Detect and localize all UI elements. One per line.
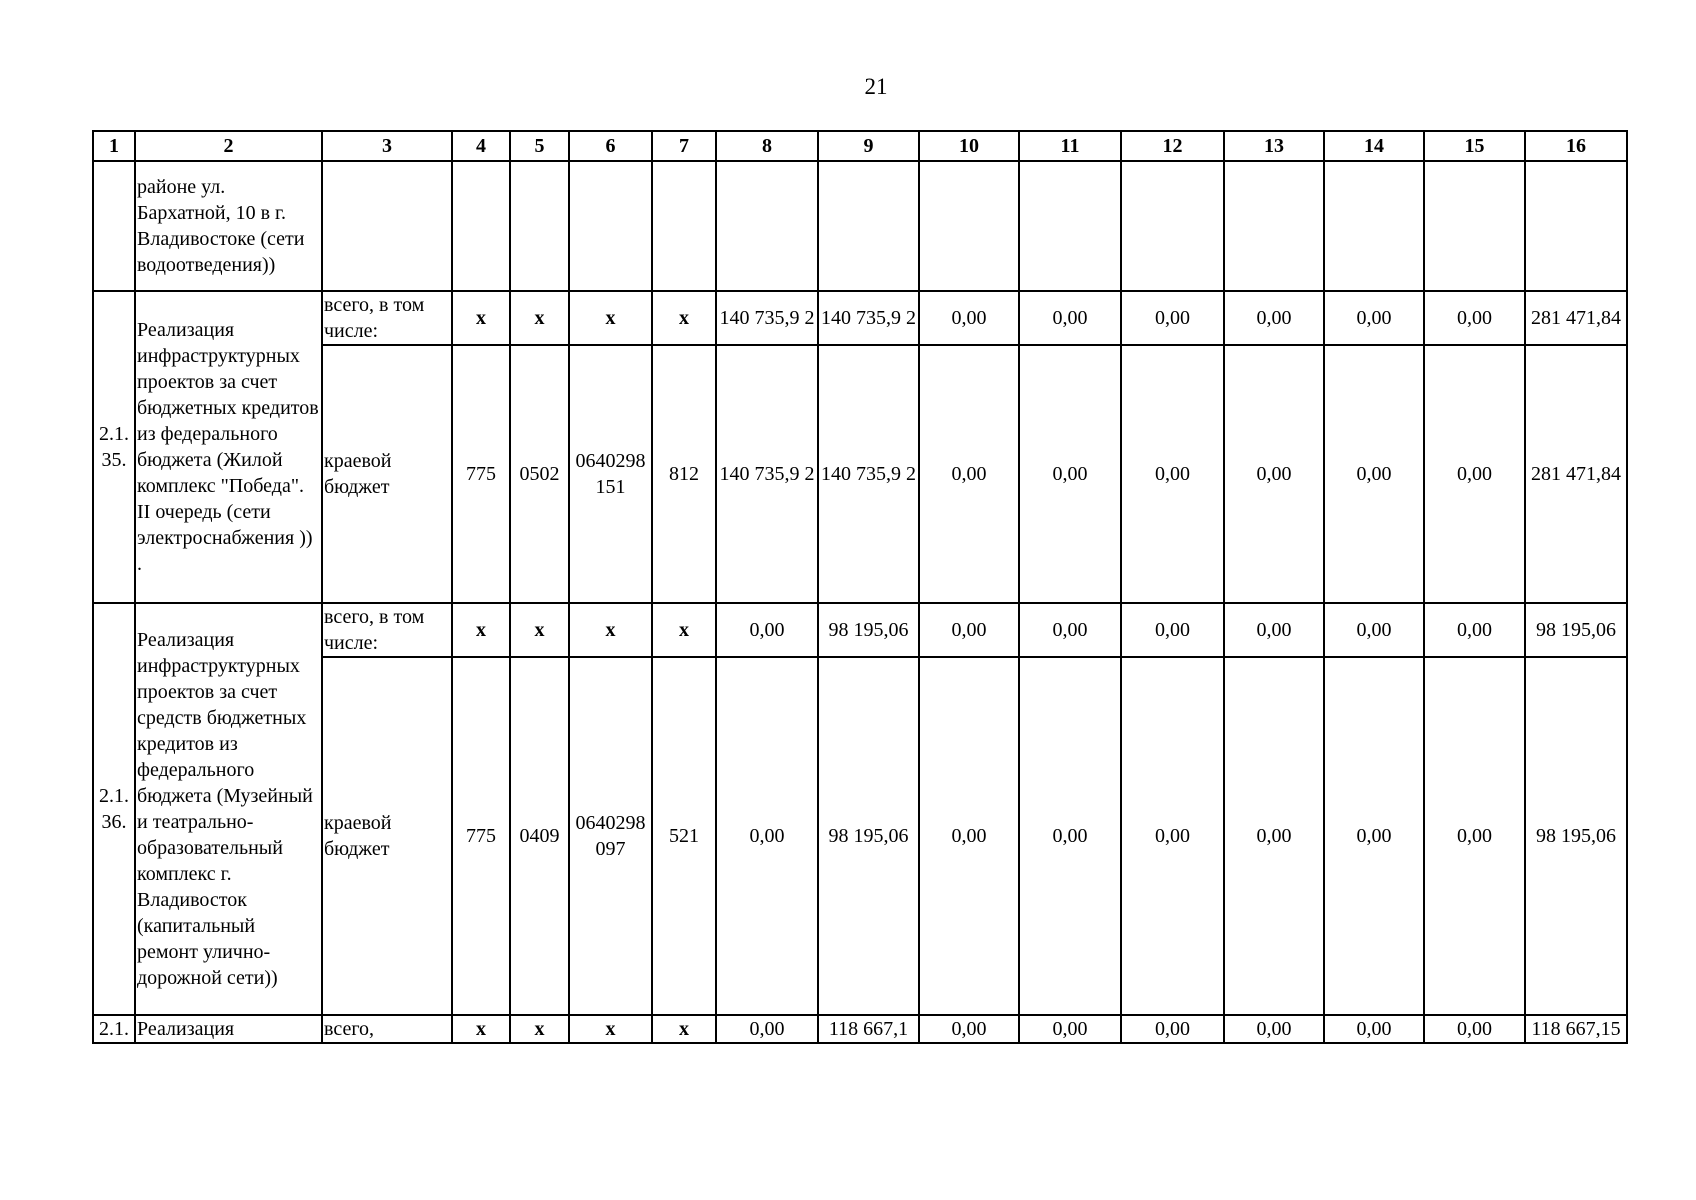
- table-header-row: [93, 131, 1627, 161]
- cell-empty: [322, 161, 452, 291]
- cell-c11: 0,00: [1019, 291, 1121, 345]
- cell-c9: 140 735,9 2: [818, 345, 919, 603]
- funding-source: всего,: [322, 1015, 452, 1043]
- table-row-item36-total: [93, 603, 1627, 657]
- cell-c10: 0,00: [919, 1015, 1019, 1043]
- cell-c15: 0,00: [1424, 657, 1525, 1015]
- cell-empty: [510, 161, 569, 291]
- cell-c5: x: [510, 291, 569, 345]
- cell-c11: 0,00: [1019, 657, 1121, 1015]
- cell-c4: x: [452, 291, 510, 345]
- cell-c10: 0,00: [919, 657, 1019, 1015]
- item-name-continuation: районе ул. Бархатной, 10 в г. Владивостоке (сети водоотведения)): [135, 161, 322, 291]
- cell-c5: 0409: [510, 657, 569, 1015]
- cell-c16: 281 471,84: [1525, 345, 1627, 603]
- cell-c14: 0,00: [1324, 345, 1424, 603]
- item-number: 2.1. 35.: [93, 291, 135, 603]
- cell-c14: 0,00: [1324, 603, 1424, 657]
- cell-empty: [569, 161, 652, 291]
- header-cell: 16: [1525, 131, 1627, 161]
- funding-source: краевой бюджет: [322, 657, 452, 1015]
- cell-empty: [1121, 161, 1224, 291]
- header-cell: 9: [818, 131, 919, 161]
- cell-c9: 98 195,06: [818, 603, 919, 657]
- cell-c11: 0,00: [1019, 603, 1121, 657]
- header-cell: 14: [1324, 131, 1424, 161]
- cell-c6: x: [569, 603, 652, 657]
- cell-empty: [919, 161, 1019, 291]
- cell-c4: 775: [452, 657, 510, 1015]
- cell-c12: 0,00: [1121, 1015, 1224, 1043]
- cell-c8: 140 735,9 2: [716, 345, 818, 603]
- cell-empty: [1424, 161, 1525, 291]
- item-name: Реализация: [135, 1015, 322, 1043]
- cell-c14: 0,00: [1324, 1015, 1424, 1043]
- cell-empty: [1525, 161, 1627, 291]
- cell-c12: 0,00: [1121, 603, 1224, 657]
- funding-source: всего, в том числе:: [322, 291, 452, 345]
- cell-c8: 0,00: [716, 603, 818, 657]
- header-cell: 12: [1121, 131, 1224, 161]
- table-row-item36-regional: [93, 657, 1627, 1015]
- cell-c16: 281 471,84: [1525, 291, 1627, 345]
- cell-c8: 0,00: [716, 1015, 818, 1043]
- header-cell: 15: [1424, 131, 1525, 161]
- cell-empty: [452, 161, 510, 291]
- cell-c13: 0,00: [1224, 291, 1324, 345]
- cell-c9: 118 667,1: [818, 1015, 919, 1043]
- cell-c7: x: [652, 291, 716, 345]
- cell-c6: x: [569, 1015, 652, 1043]
- header-cell: 3: [322, 131, 452, 161]
- cell-c10: 0,00: [919, 291, 1019, 345]
- cell-c11: 0,00: [1019, 345, 1121, 603]
- cell-c16: 118 667,15: [1525, 1015, 1627, 1043]
- cell-empty: [93, 161, 135, 291]
- cell-c13: 0,00: [1224, 603, 1324, 657]
- header-cell: 8: [716, 131, 818, 161]
- item-name: Реализация инфраструктурных проектов за счет средств бюджетных кредитов из федерального бюджета (Музейный и театрально-образовательный комплекс г. Владивосток (капитальный ремонт улично-дорожной сети)): [135, 603, 322, 1015]
- cell-c5: x: [510, 1015, 569, 1043]
- table-row-continuation: [93, 161, 1627, 291]
- cell-c8: 140 735,9 2: [716, 291, 818, 345]
- header-cell: 2: [135, 131, 322, 161]
- header-cell: 13: [1224, 131, 1324, 161]
- cell-c7: 812: [652, 345, 716, 603]
- cell-c12: 0,00: [1121, 291, 1224, 345]
- budget-table: [92, 130, 1628, 1044]
- cell-c15: 0,00: [1424, 1015, 1525, 1043]
- cell-c14: 0,00: [1324, 291, 1424, 345]
- header-cell: 10: [919, 131, 1019, 161]
- cell-c6: 0640298 151: [569, 345, 652, 603]
- cell-c15: 0,00: [1424, 291, 1525, 345]
- item-number: 2.1. 36.: [93, 603, 135, 1015]
- cell-c6: 0640298 097: [569, 657, 652, 1015]
- cell-c12: 0,00: [1121, 657, 1224, 1015]
- page-number: 21: [864, 74, 888, 99]
- cell-c4: 775: [452, 345, 510, 603]
- cell-c5: x: [510, 603, 569, 657]
- header-cell: 11: [1019, 131, 1121, 161]
- cell-empty: [818, 161, 919, 291]
- cell-c4: x: [452, 603, 510, 657]
- funding-source: всего, в том числе:: [322, 603, 452, 657]
- cell-c7: x: [652, 1015, 716, 1043]
- cell-empty: [716, 161, 818, 291]
- cell-c5: 0502: [510, 345, 569, 603]
- cell-empty: [1224, 161, 1324, 291]
- cell-c6: x: [569, 291, 652, 345]
- cell-c10: 0,00: [919, 345, 1019, 603]
- cell-c9: 98 195,06: [818, 657, 919, 1015]
- cell-c13: 0,00: [1224, 345, 1324, 603]
- cell-c4: x: [452, 1015, 510, 1043]
- cell-c7: x: [652, 603, 716, 657]
- cell-c16: 98 195,06: [1525, 657, 1627, 1015]
- cell-c7: 521: [652, 657, 716, 1015]
- cell-c15: 0,00: [1424, 603, 1525, 657]
- cell-c8: 0,00: [716, 657, 818, 1015]
- cell-empty: [1019, 161, 1121, 291]
- header-cell: 7: [652, 131, 716, 161]
- cell-c13: 0,00: [1224, 1015, 1324, 1043]
- cell-c10: 0,00: [919, 603, 1019, 657]
- funding-source: краевой бюджет: [322, 345, 452, 603]
- cell-c13: 0,00: [1224, 657, 1324, 1015]
- header-cell: 1: [93, 131, 135, 161]
- item-name: Реализация инфраструктурных проектов за счет бюджетных кредитов из федерального бюджета (Жилой комплекс "Победа". II очередь (сети электроснабжения )) .: [135, 291, 322, 603]
- header-cell: 6: [569, 131, 652, 161]
- cell-c12: 0,00: [1121, 345, 1224, 603]
- table-row-item37-total: [93, 1015, 1627, 1043]
- header-cell: 4: [452, 131, 510, 161]
- cell-c9: 140 735,9 2: [818, 291, 919, 345]
- cell-c11: 0,00: [1019, 1015, 1121, 1043]
- cell-c15: 0,00: [1424, 345, 1525, 603]
- cell-c14: 0,00: [1324, 657, 1424, 1015]
- header-cell: 5: [510, 131, 569, 161]
- table-row-item35-total: [93, 291, 1627, 345]
- cell-empty: [1324, 161, 1424, 291]
- cell-empty: [652, 161, 716, 291]
- cell-c16: 98 195,06: [1525, 603, 1627, 657]
- item-number: 2.1.: [93, 1015, 135, 1043]
- table-row-item35-regional: [93, 345, 1627, 603]
